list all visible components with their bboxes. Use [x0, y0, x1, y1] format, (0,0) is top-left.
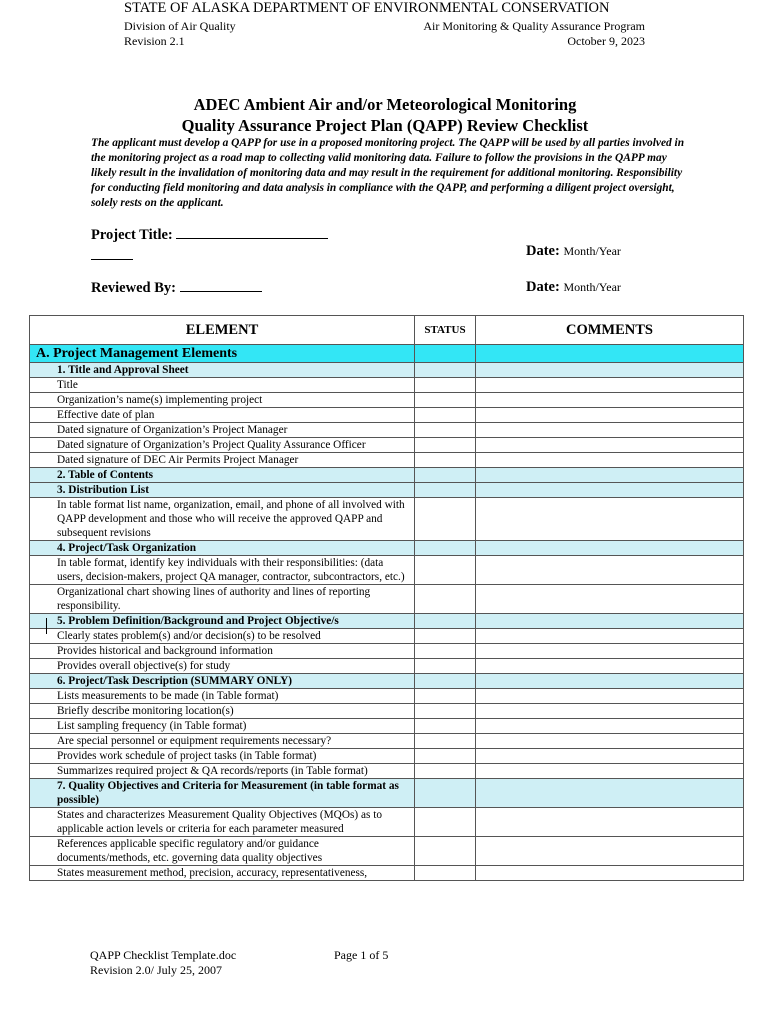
- element-cell: 2. Table of Contents: [30, 468, 415, 483]
- project-title-field[interactable]: [91, 226, 328, 244]
- comments-cell[interactable]: [476, 614, 744, 629]
- comments-cell[interactable]: [476, 866, 744, 881]
- comments-cell[interactable]: [476, 453, 744, 468]
- checklist-item-row: [30, 585, 744, 614]
- subsection-row: [30, 483, 744, 498]
- comments-cell[interactable]: [476, 585, 744, 614]
- status-cell[interactable]: [415, 704, 476, 719]
- status-cell[interactable]: [415, 764, 476, 779]
- comments-cell[interactable]: [476, 659, 744, 674]
- division-label: Division of Air Quality: [124, 19, 236, 33]
- date2-value[interactable]: Month/Year: [563, 280, 621, 294]
- status-cell[interactable]: [415, 408, 476, 423]
- comments-cell[interactable]: [476, 629, 744, 644]
- status-cell[interactable]: [415, 808, 476, 837]
- element-column-header: ELEMENT: [30, 316, 415, 345]
- status-cell[interactable]: [415, 629, 476, 644]
- status-cell[interactable]: [415, 453, 476, 468]
- comments-cell[interactable]: [476, 408, 744, 423]
- comments-cell[interactable]: [476, 719, 744, 734]
- project-title-blank[interactable]: [176, 226, 328, 239]
- element-cell: Lists measurements to be made (in Table format): [30, 689, 415, 704]
- checklist-item-row: [30, 438, 744, 453]
- checklist-item-row: [30, 764, 744, 779]
- status-cell[interactable]: [415, 468, 476, 483]
- comments-cell[interactable]: [476, 345, 744, 363]
- status-cell[interactable]: [415, 345, 476, 363]
- status-cell[interactable]: [415, 498, 476, 541]
- comments-cell[interactable]: [476, 556, 744, 585]
- element-cell: Dated signature of Organization’s Project Quality Assurance Officer: [30, 438, 415, 453]
- comments-cell[interactable]: [476, 837, 744, 866]
- element-cell: Clearly states problem(s) and/or decision(s) to be resolved: [30, 629, 415, 644]
- checklist-item-row: [30, 689, 744, 704]
- footer-revision: Revision 2.0/ July 25, 2007: [90, 963, 223, 977]
- project-title-blank-continued[interactable]: [91, 247, 133, 260]
- status-cell[interactable]: [415, 363, 476, 378]
- element-cell: References applicable specific regulatory and/or guidance documents/methods, etc. governing data quality objectives: [30, 837, 415, 866]
- comments-cell[interactable]: [476, 704, 744, 719]
- comments-cell[interactable]: [476, 674, 744, 689]
- status-cell[interactable]: [415, 674, 476, 689]
- subsection-row: [30, 614, 744, 629]
- agency-header: STATE OF ALASKA DEPARTMENT OF ENVIRONMENTAL CONSERVATION: [124, 0, 610, 16]
- checklist-item-row: [30, 644, 744, 659]
- element-cell: Organizational chart showing lines of authority and lines of reporting responsibility.: [30, 585, 415, 614]
- comments-column-header: COMMENTS: [476, 316, 744, 345]
- checklist-item-row: [30, 719, 744, 734]
- status-cell[interactable]: [415, 866, 476, 881]
- element-cell: In table format list name, organization, email, and phone of all involved with QAPP development and those who will receive the approved QAPP and subsequent revisions: [30, 498, 415, 541]
- subsection-row: [30, 541, 744, 556]
- status-cell[interactable]: [415, 837, 476, 866]
- status-cell[interactable]: [415, 644, 476, 659]
- checklist-item-row: [30, 556, 744, 585]
- status-cell[interactable]: [415, 779, 476, 808]
- status-cell[interactable]: [415, 393, 476, 408]
- date-field: [526, 243, 621, 260]
- element-cell: 1. Title and Approval Sheet: [30, 363, 415, 378]
- checklist-item-row: [30, 378, 744, 393]
- comments-cell[interactable]: [476, 498, 744, 541]
- status-cell[interactable]: [415, 483, 476, 498]
- program-label: Air Monitoring & Quality Assurance Program: [423, 19, 645, 33]
- date2-field: [526, 279, 621, 296]
- comments-cell[interactable]: [476, 689, 744, 704]
- element-cell: 4. Project/Task Organization: [30, 541, 415, 556]
- status-cell[interactable]: [415, 438, 476, 453]
- intro-paragraph: The applicant must develop a QAPP for use in a proposed monitoring project. The QAPP will be used by all parties involved in the monitoring project as a road map to collecting valid monitoring data. Failure to follow the provisions in the QAPP may likely result in the invalidation of monitoring data and may result in the requirement for additional monitoring. Responsibility for conducting field monitoring and data analysis in compliance with the QAPP, and performing a diligent project oversight, solely rests on the applicant.: [91, 137, 685, 209]
- status-column-header: STATUS: [415, 316, 476, 345]
- element-cell: Effective date of plan: [30, 408, 415, 423]
- element-cell: Dated signature of DEC Air Permits Project Manager: [30, 453, 415, 468]
- checklist-item-row: [30, 704, 744, 719]
- subsection-row: [30, 779, 744, 808]
- status-cell[interactable]: [415, 734, 476, 749]
- header-date: October 9, 2023: [567, 34, 645, 48]
- checklist-item-row: [30, 659, 744, 674]
- subsection-row: [30, 363, 744, 378]
- comments-cell[interactable]: [476, 764, 744, 779]
- element-cell: 7. Quality Objectives and Criteria for Measurement (in table format as possible): [30, 779, 415, 808]
- element-cell: Provides historical and background information: [30, 644, 415, 659]
- checklist-item-row: [30, 393, 744, 408]
- section-row: [30, 345, 744, 363]
- comments-cell[interactable]: [476, 541, 744, 556]
- status-cell[interactable]: [415, 659, 476, 674]
- footer-page: Page 1 of 5: [334, 948, 389, 962]
- status-cell[interactable]: [415, 689, 476, 704]
- comments-cell[interactable]: [476, 393, 744, 408]
- checklist-table: [29, 315, 744, 881]
- document-title-line2: Quality Assurance Project Plan (QAPP) Review Checklist: [181, 116, 589, 135]
- text-cursor: [46, 618, 47, 634]
- status-cell[interactable]: [415, 378, 476, 393]
- element-cell: Are special personnel or equipment requirements necessary?: [30, 734, 415, 749]
- reviewed-by-blank[interactable]: [180, 279, 262, 292]
- checklist-item-row: [30, 749, 744, 764]
- element-cell: States measurement method, precision, accuracy, representativeness,: [30, 866, 415, 881]
- element-cell: Dated signature of Organization’s Project Manager: [30, 423, 415, 438]
- checklist-item-row: [30, 423, 744, 438]
- element-cell: Title: [30, 378, 415, 393]
- date-value[interactable]: Month/Year: [563, 244, 621, 258]
- comments-cell[interactable]: [476, 423, 744, 438]
- status-cell[interactable]: [415, 423, 476, 438]
- revision-label: Revision 2.1: [124, 34, 185, 48]
- element-cell: Briefly describe monitoring location(s): [30, 704, 415, 719]
- element-cell: List sampling frequency (in Table format): [30, 719, 415, 734]
- element-cell: A. Project Management Elements: [30, 345, 415, 363]
- footer-file: QAPP Checklist Template.doc: [90, 948, 237, 962]
- checklist-item-row: [30, 453, 744, 468]
- status-cell[interactable]: [415, 749, 476, 764]
- element-cell: 6. Project/Task Description (SUMMARY ONLY): [30, 674, 415, 689]
- comments-cell[interactable]: [476, 438, 744, 453]
- element-cell: Summarizes required project & QA records/reports (in Table format): [30, 764, 415, 779]
- checklist-item-row: [30, 837, 744, 866]
- reviewed-by-label: Reviewed By:: [91, 280, 176, 296]
- status-cell[interactable]: [415, 556, 476, 585]
- comments-cell[interactable]: [476, 749, 744, 764]
- comments-cell[interactable]: [476, 378, 744, 393]
- comments-cell[interactable]: [476, 779, 744, 808]
- element-cell: Provides work schedule of project tasks (in Table format): [30, 749, 415, 764]
- checklist-item-row: [30, 408, 744, 423]
- element-cell: 5. Problem Definition/Background and Project Objective/s: [30, 614, 415, 629]
- status-cell[interactable]: [415, 541, 476, 556]
- date-label: Date:: [526, 243, 560, 259]
- checklist-item-row: [30, 498, 744, 541]
- subsection-row: [30, 674, 744, 689]
- comments-cell[interactable]: [476, 808, 744, 837]
- project-title-label: Project Title:: [91, 227, 173, 243]
- subsection-row: [30, 468, 744, 483]
- comments-cell[interactable]: [476, 734, 744, 749]
- document-title-line1: ADEC Ambient Air and/or Meteorological Monitoring: [193, 95, 577, 114]
- checklist-item-row: [30, 808, 744, 837]
- element-cell: Organization’s name(s) implementing project: [30, 393, 415, 408]
- comments-cell[interactable]: [476, 363, 744, 378]
- checklist-item-row: [30, 629, 744, 644]
- element-cell: 3. Distribution List: [30, 483, 415, 498]
- date2-label: Date:: [526, 279, 560, 295]
- table-header-row: [30, 316, 744, 345]
- status-cell[interactable]: [415, 585, 476, 614]
- comments-cell[interactable]: [476, 644, 744, 659]
- comments-cell[interactable]: [476, 468, 744, 483]
- status-cell[interactable]: [415, 614, 476, 629]
- element-cell: Provides overall objective(s) for study: [30, 659, 415, 674]
- element-cell: States and characterizes Measurement Quality Objectives (MQOs) as to applicable action levels or criteria for each parameter measured: [30, 808, 415, 837]
- checklist-item-row: [30, 866, 744, 881]
- status-cell[interactable]: [415, 719, 476, 734]
- comments-cell[interactable]: [476, 483, 744, 498]
- checklist-item-row: [30, 734, 744, 749]
- reviewed-by-field[interactable]: [91, 279, 262, 297]
- element-cell: In table format, identify key individuals with their responsibilities: (data users, decision-makers, project QA manager, contractor, subcontractors, etc.): [30, 556, 415, 585]
